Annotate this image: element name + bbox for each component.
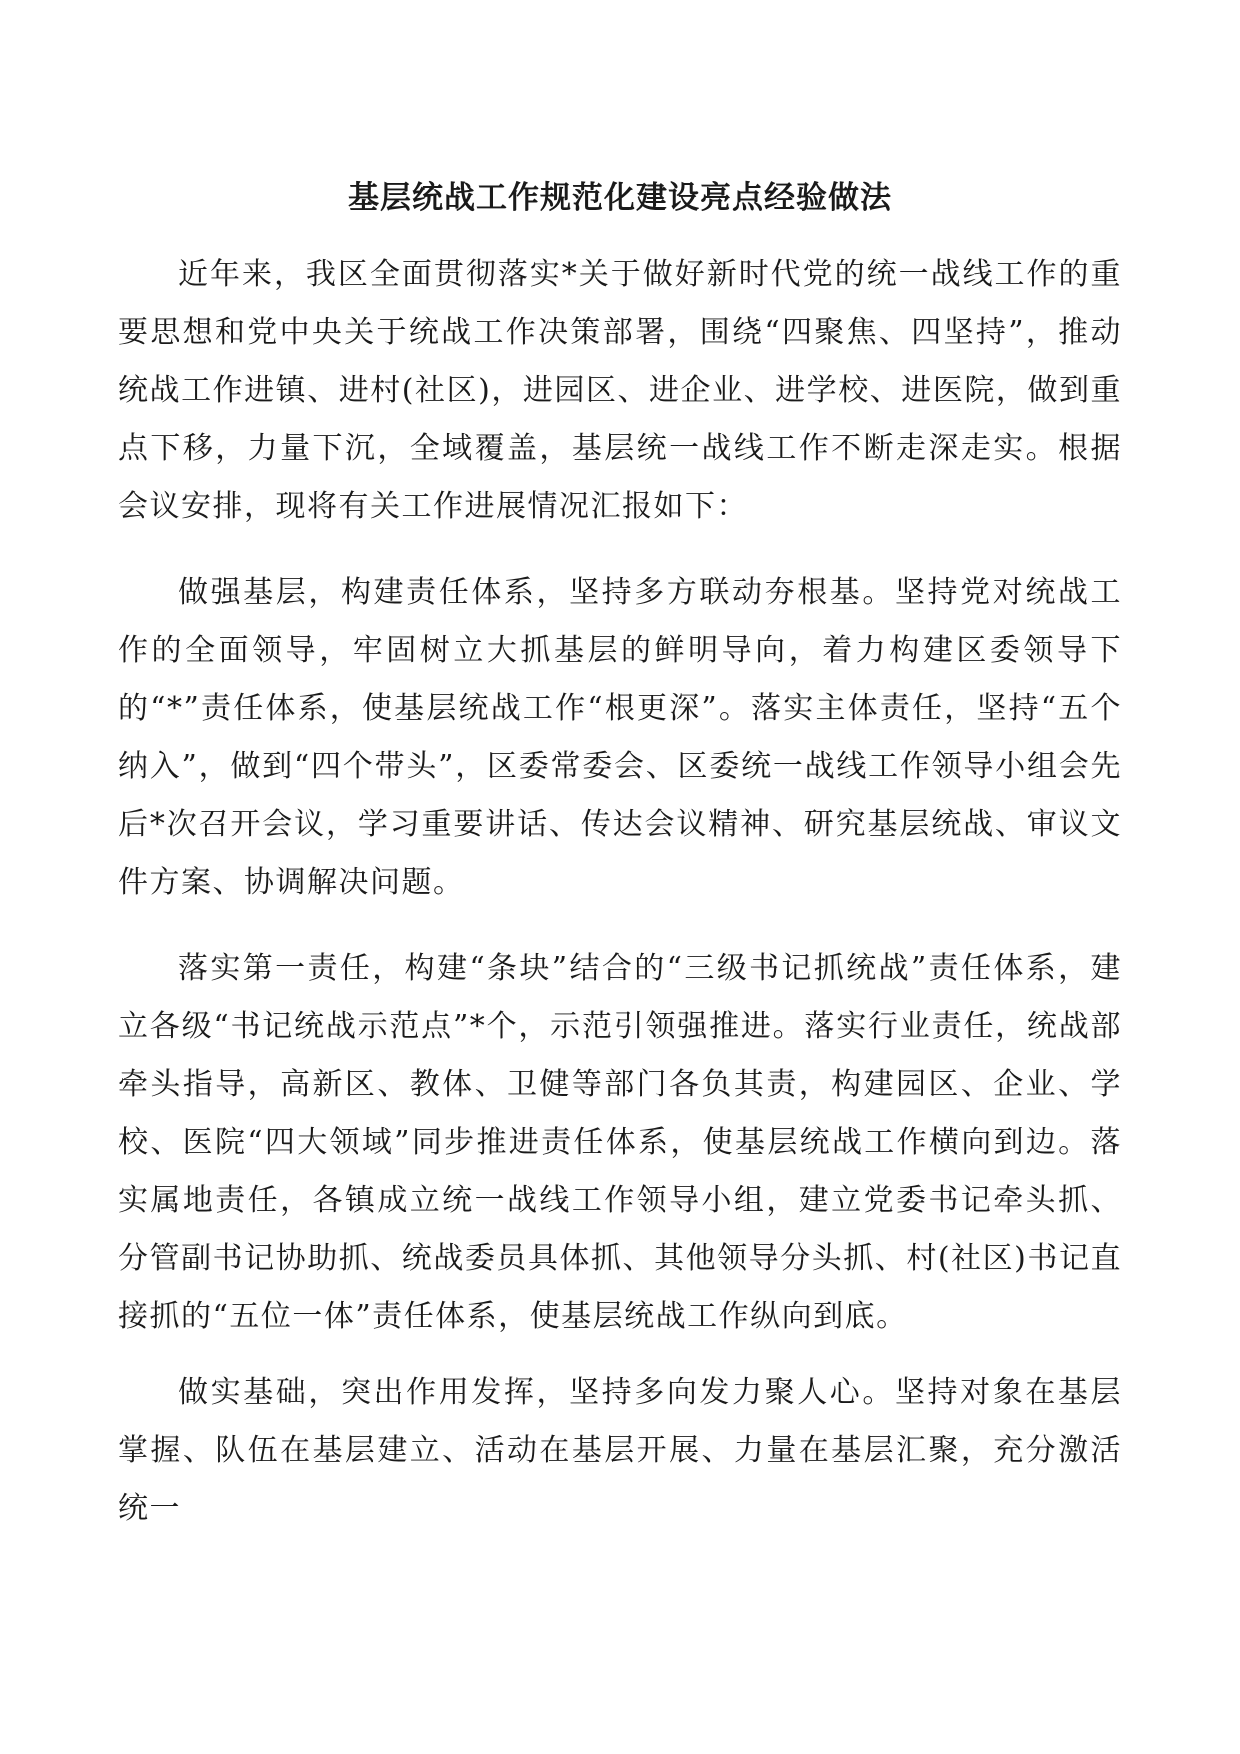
paragraph-foundation: 做实基础，突出作用发挥，坚持多向发力聚人心。坚持对象在基层掌握、队伍在基层建立、活动在基层开展、力量在基层汇聚，充分激活统一 (118, 1375, 1122, 1526)
document-body (118, 246, 1122, 1538)
paragraph-first-responsibility: 落实第一责任，构建“条块”结合的“三级书记抓统战”责任体系，建立各级“书记统战示范点”*个，示范引领强推进。落实行业责任，统战部牵头指导，高新区、教体、卫健等部门各负其责，构建园区、企业、学校、医院“四大领域”同步推进责任体系，使基层统战工作横向到边。落实属地责任，各镇成立统一战线工作领导小组，建立党委书记牵头抓、分管副书记协助抓、统战委员具体抓、其他领导分头抓、村(社区)书记直接抓的“五位一体”责任体系，使基层统战工作纵向到底。 (118, 951, 1122, 1334)
document-title: 基层统战工作规范化建设亮点经验做法 (348, 180, 892, 216)
paragraph-intro: 近年来，我区全面贯彻落实*关于做好新时代党的统一战线工作的重要思想和党中央关于统战工作决策部署，围绕“四聚焦、四坚持”，推动统战工作进镇、进村(社区)，进园区、进企业、进学校、进医院，做到重点下移，力量下沉，全域覆盖，基层统一战线工作不断走深走实。根据会议安排，现将有关工作进展情况汇报如下： (118, 257, 1122, 524)
paragraph-responsibility-system: 做强基层，构建责任体系，坚持多方联动夯根基。坚持党对统战工作的全面领导，牢固树立大抓基层的鲜明导向，着力构建区委领导下的“*”责任体系，使基层统战工作“根更深”。落实主体责任，坚持“五个纳入”，做到“四个带头”，区委常委会、区委统一战线工作领导小组会先后*次召开会议，学习重要讲话、传达会议精神、研究基层统战、审议文件方案、协调解决问题。 (118, 575, 1122, 900)
